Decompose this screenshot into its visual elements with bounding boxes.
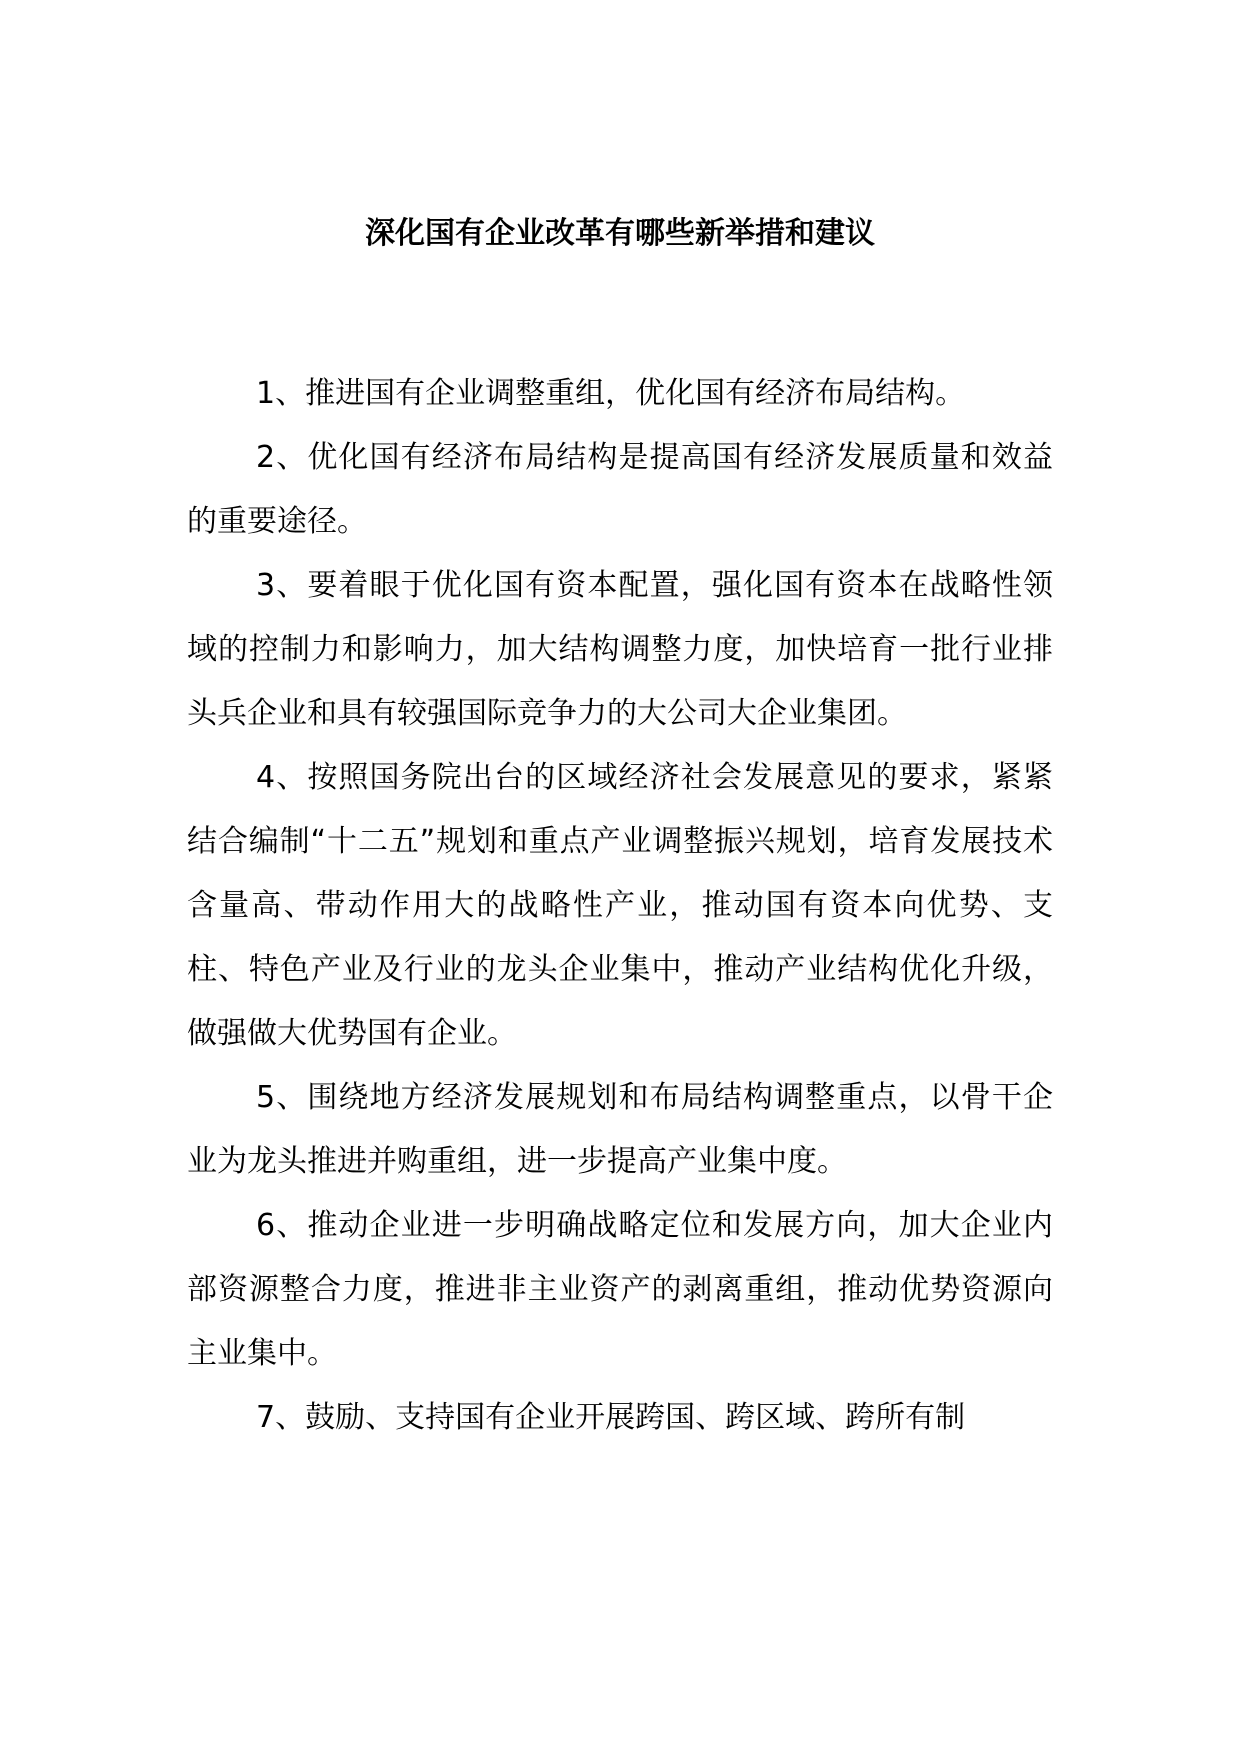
paragraph-2: 2、优化国有经济布局结构是提高国有经济发展质量和效益的重要途径。	[187, 440, 1053, 539]
paragraph-1: 1、推进国有企业调整重组，优化国有经济布局结构。	[256, 376, 966, 411]
document-body	[187, 362, 1053, 1450]
paragraph-5: 5、围绕地方经济发展规划和布局结构调整重点，以骨干企业为龙头推进并购重组，进一步提高产业集中度。	[187, 1080, 1053, 1179]
paragraph-4: 4、按照国务院出台的区域经济社会发展意见的要求，紧紧结合编制“十二五”规划和重点产业调整振兴规划，培育发展技术含量高、带动作用大的战略性产业，推动国有资本向优势、支柱、特色产业及行业的龙头企业集中，推动产业结构优化升级，做强做大优势国有企业。	[187, 760, 1053, 1051]
document-title: 深化国有企业改革有哪些新举措和建议	[365, 216, 875, 251]
paragraph-3: 3、要着眼于优化国有资本配置，强化国有资本在战略性领域的控制力和影响力，加大结构调整力度，加快培育一批行业排头兵企业和具有较强国际竞争力的大公司大企业集团。	[187, 568, 1053, 731]
paragraph-7: 7、鼓励、支持国有企业开展跨国、跨区域、跨所有制	[256, 1400, 966, 1435]
paragraph-6: 6、推动企业进一步明确战略定位和发展方向，加大企业内部资源整合力度，推进非主业资产的剥离重组，推动优势资源向主业集中。	[187, 1208, 1053, 1371]
